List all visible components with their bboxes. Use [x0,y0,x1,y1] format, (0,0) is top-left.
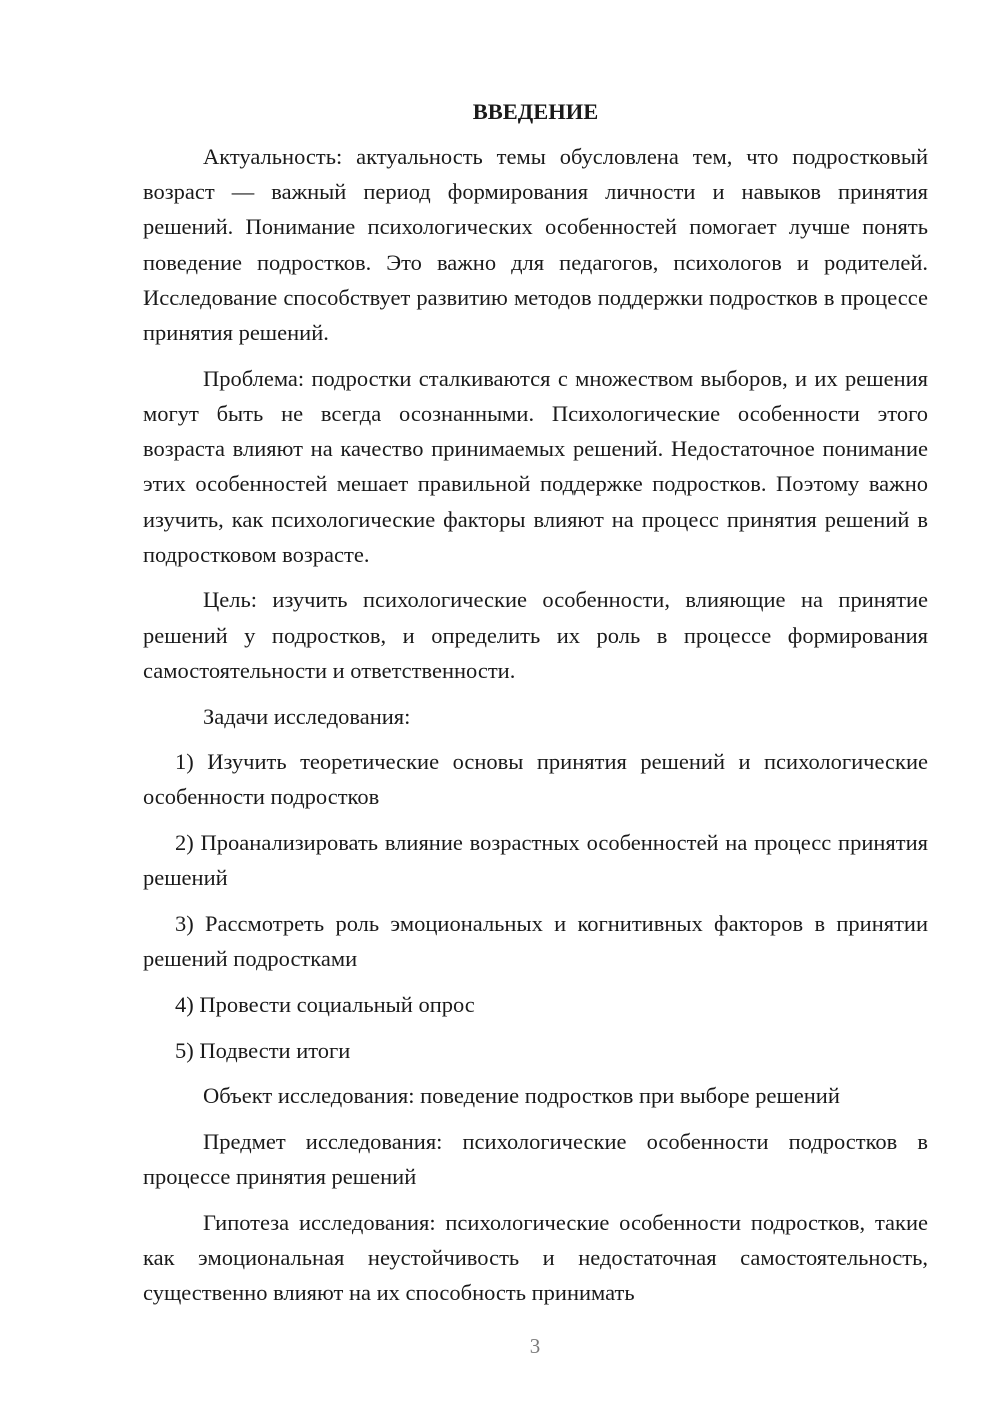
paragraph-tasks-intro: Задачи исследования: [203,703,411,729]
page-number: 3 [529,1334,541,1358]
paragraph-object: Объект исследования: поведение подростков при выборе решений [203,1083,840,1109]
page-title: ВВЕДЕНИЕ [472,99,599,124]
page-content [143,96,928,1311]
paragraph-goal: Цель: изучить психологические особенности, влияющие на принятие решений у подростков, и определить их роль в процессе формирования самостоятельности и ответственности. [143,587,928,683]
paragraph-hypothesis: Гипотеза исследования: психологические особенности подростков, такие как эмоциональная неустойчивость и недостаточная самостоятельность, существенно влияют на их способность принимать [143,1209,928,1306]
paragraph-relevance: Актуальность: актуальность темы обусловлена тем, что подростковый возраст — важный период формирования личности и навыков принятия решений. Понимание психологических особенностей помогает лучше понять поведение подростков. Это важно для педагогов, психологов и родителей. Исследование способствует развитию методов поддержки подростков в процессе принятия решений. [143,144,928,346]
task-item-1: 1) Изучить теоретические основы принятия решений и психологические особенности подростков [143,749,928,810]
paragraph-problem: Проблема: подростки сталкиваются с множеством выборов, и их решения могут быть не всегда осознанными. Психологические особенности этого возраста влияют на качество принимаемых решений. Недостаточное понимание этих особенностей мешает правильной поддержке подростков. Поэтому важно изучить, как психологические факторы влияют на процесс принятия решений в подростковом возрасте. [143,365,928,567]
task-item-3: 3) Рассмотреть роль эмоциональных и когнитивных факторов в принятии решений подростками [143,911,928,972]
task-item-5: 5) Подвести итоги [175,1037,351,1063]
task-item-4: 4) Провести социальный опрос [175,991,475,1017]
task-item-2: 2) Проанализировать влияние возрастных особенностей на процесс принятия решений [143,830,928,891]
paragraph-subject: Предмет исследования: психологические особенности подростков в процессе принятия решений [143,1129,928,1190]
